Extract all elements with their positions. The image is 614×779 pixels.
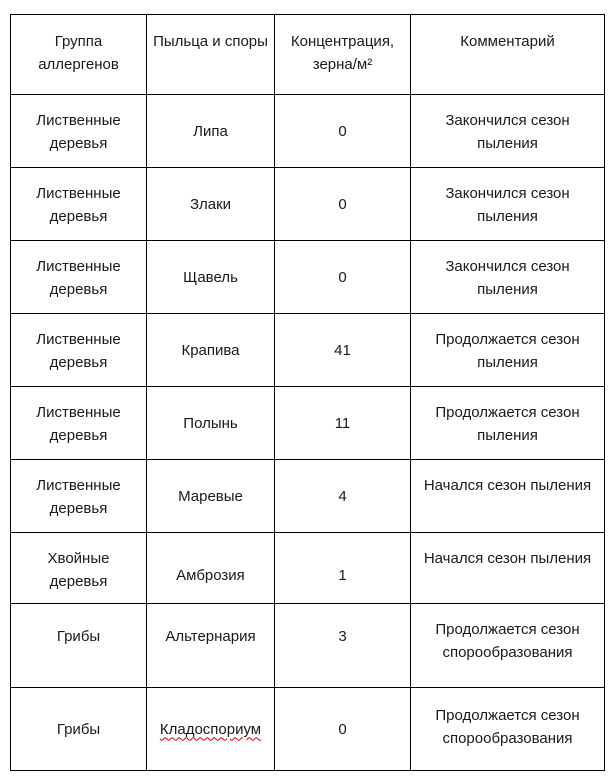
table-row xyxy=(11,688,605,771)
cell-comment: Продолжается сезон спорообразования xyxy=(411,688,605,771)
table-row xyxy=(11,604,605,688)
cell-pollen: Маревые xyxy=(147,460,275,533)
cell-group: Грибы xyxy=(11,688,147,771)
header-row xyxy=(11,15,605,95)
cell-pollen: Альтернария xyxy=(147,604,275,688)
cell-concentration: 41 xyxy=(275,314,411,387)
cell-concentration: 11 xyxy=(275,387,411,460)
cell-comment: Закончился сезон пыления xyxy=(411,168,605,241)
cell-comment: Продолжается сезон пыления xyxy=(411,387,605,460)
cell-pollen: Щавель xyxy=(147,241,275,314)
cell-group: Лиственные деревья xyxy=(11,241,147,314)
cell-group: Лиственные деревья xyxy=(11,387,147,460)
misspelled-word: Кладоспориум xyxy=(159,720,262,738)
cell-concentration: 4 xyxy=(275,460,411,533)
cell-pollen xyxy=(147,688,275,771)
cell-concentration: 0 xyxy=(275,241,411,314)
table-row xyxy=(11,460,605,533)
cell-concentration: 0 xyxy=(275,168,411,241)
cell-concentration: 3 xyxy=(275,604,411,688)
header-group: Группа аллергенов xyxy=(11,15,147,95)
cell-comment: Продолжается сезон пыления xyxy=(411,314,605,387)
table-row xyxy=(11,314,605,387)
cell-comment: Продолжается сезон спорообразования xyxy=(411,604,605,688)
cell-pollen: Амброзия xyxy=(147,533,275,604)
cell-group: Лиственные деревья xyxy=(11,314,147,387)
cell-comment: Начался сезон пыления xyxy=(411,460,605,533)
header-comment: Комментарий xyxy=(411,15,605,95)
cell-group: Лиственные деревья xyxy=(11,95,147,168)
cell-pollen: Липа xyxy=(147,95,275,168)
cell-pollen: Полынь xyxy=(147,387,275,460)
cell-concentration: 0 xyxy=(275,95,411,168)
header-pollen: Пыльца и споры xyxy=(147,15,275,95)
header-concentration: Концентрация, зерна/м² xyxy=(275,15,411,95)
pollen-table xyxy=(10,14,605,771)
cell-comment: Закончился сезон пыления xyxy=(411,241,605,314)
cell-group: Хвойные деревья xyxy=(11,533,147,604)
cell-pollen: Злаки xyxy=(147,168,275,241)
cell-comment: Начался сезон пыления xyxy=(411,533,605,604)
table-row xyxy=(11,168,605,241)
cell-group: Лиственные деревья xyxy=(11,460,147,533)
cell-pollen: Крапива xyxy=(147,314,275,387)
cell-group: Лиственные деревья xyxy=(11,168,147,241)
cell-concentration: 0 xyxy=(275,688,411,771)
table-row xyxy=(11,533,605,604)
table-row xyxy=(11,241,605,314)
cell-comment: Закончился сезон пыления xyxy=(411,95,605,168)
table-row xyxy=(11,387,605,460)
table-row xyxy=(11,95,605,168)
cell-group: Грибы xyxy=(11,604,147,688)
cell-concentration: 1 xyxy=(275,533,411,604)
